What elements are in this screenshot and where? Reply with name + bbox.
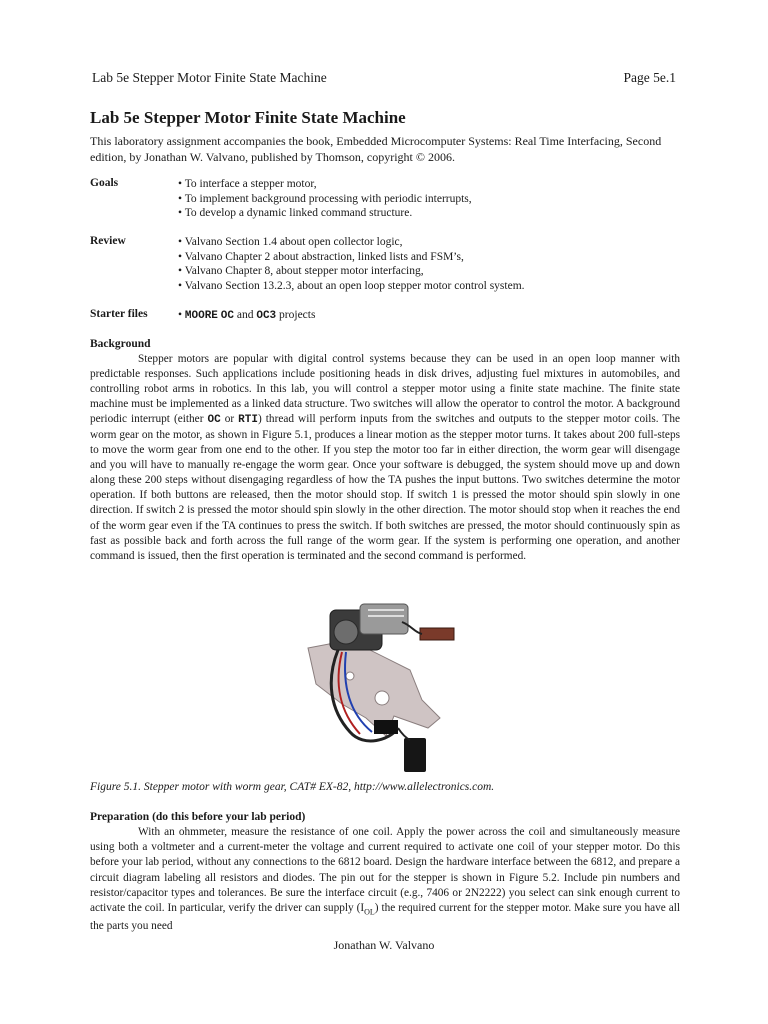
or-word: or — [224, 413, 235, 426]
background-text-1: Stepper motors are popular with digital control systems because they can be used in an open loop manner with predictable responses. Such applications include positioning heads in disk drives, adjusting fuel mixtures in automobiles, and controlling robot arms in robotics. In this lab, you will control a stepper motor using a finite state machine. The finite state machine must be implemented as a linked data structure. Two switches will allow the operator to control the motor. A background periodic interrupt (either — [90, 353, 680, 426]
wire — [398, 728, 410, 740]
starter-suffix: projects — [279, 309, 316, 321]
black-connector — [374, 720, 398, 734]
plate-hole — [346, 672, 354, 680]
page-number: Page 5e.1 — [623, 70, 676, 85]
running-header-title: Lab 5e Stepper Motor Finite State Machine — [92, 70, 327, 85]
brown-connector — [420, 628, 454, 640]
review-list — [178, 235, 678, 293]
plate-hole — [375, 691, 389, 705]
list-item: • Valvano Section 13.2.3, about an open loop stepper motor control system. — [178, 279, 525, 292]
list-item: • To interface a stepper motor, — [178, 178, 317, 190]
preparation-text-b: ) the required current for the stepper motor. Make sure you have all the parts you need — [90, 902, 680, 933]
page-footer: Jonathan W. Valvano — [333, 938, 435, 952]
document-title: Lab 5e Stepper Motor Finite State Machine — [90, 108, 406, 127]
preparation-text-a: With an ohmmeter, measure the resistance of one coil. Apply the power across the coil and simultaneously measure using both a voltmeter and a current-meter the voltage and current required to activate one coil of your stepper motor. Do this before your lab period, without any connections to the 6812 board. Design the hardware interface between the 6812, and prepare a circuit diagram labeling all resistors and diodes. The pin out for the stepper is shown in Figure 5.2. Include pin numbers and resistor/capacitor types and tolerances. Be sure the interface circuit (e.g., 7406 or 2N2222) you select can sink enough current to activate the coil. In particular, verify the driver can supply (I — [90, 826, 680, 915]
background-heading: Background — [90, 338, 151, 350]
worm-gear-housing — [360, 604, 408, 634]
stepper-motor-photo — [290, 600, 480, 778]
starter-files-label: Starter files — [90, 308, 148, 320]
project-oc3: OC3 — [256, 310, 277, 322]
list-item: • Valvano Chapter 8, about stepper motor interfacing, — [178, 265, 424, 277]
bullet: • — [178, 309, 183, 321]
background-text-2: ) thread will perform inputs from the switches and outputs to the stepper motor coils. The worm gear on the motor, as shown in Figure 5.1, produces a linear motion as the stepper motor turns. It takes about 200 full-steps to move the worm gear from one end to the other. If you step the motor too far in either direction, the worm gear will disengage and you will have to manually re-engage the worm gear. Once your software is debugged, the system should move up and down along these 200 steps without disengaging regardless of how the TA pushes the input buttons. Two switches determine the motor operation. If both buttons are released, then the motor should stop. If switch 1 is pressed the motor should spin slowly in one direction. If switch 2 is pressed the motor should spin slowly in the other direction. The motor should stop when it reaches the end of the worm gear even if the TA continues to press the switch. If both switches are pressed, the motor should continuously spin as fast as possible back and forth across the full range of the worm gear. If the system is performing one operation, and another command is issued, then the first operation is terminated and the second command is performed. — [90, 413, 680, 562]
list-item: • To implement background processing with periodic interrupts, — [178, 192, 472, 205]
starter-and: and — [236, 309, 254, 321]
background-paragraph — [90, 352, 680, 564]
goals-label: Goals — [90, 177, 119, 189]
oc-term: OC — [207, 414, 221, 427]
list-item: • Valvano Chapter 2 about abstraction, linked lists and FSM’s, — [178, 250, 464, 263]
list-item: • Valvano Section 1.4 about open collector logic, — [178, 236, 403, 248]
review-label: Review — [90, 235, 126, 247]
project-moore: MOORE — [184, 310, 218, 322]
project-oc: OC — [220, 310, 234, 322]
figure-caption: Figure 5.1. Stepper motor with worm gear, CAT# EX-82, http://www.allelectronics.com. — [90, 781, 495, 793]
preparation-heading: Preparation (do this before your lab period) — [90, 811, 306, 823]
intro-paragraph: This laboratory assignment accompanies the book, Embedded Microcomputer Systems: Real Time Interfacing, Second edition, by Jonathan W. Valvano, published by Thomson, copyright © 2006. — [90, 134, 662, 164]
subscript-ol: OL — [364, 907, 375, 917]
motor-cap — [334, 620, 358, 644]
preparation-paragraph — [90, 825, 680, 935]
rti-term: RTI — [238, 414, 258, 427]
goals-list — [178, 177, 678, 221]
black-connector — [404, 738, 426, 772]
starter-files-line — [178, 308, 678, 324]
running-header — [92, 70, 676, 90]
list-item: • To develop a dynamic linked command structure. — [178, 207, 413, 219]
